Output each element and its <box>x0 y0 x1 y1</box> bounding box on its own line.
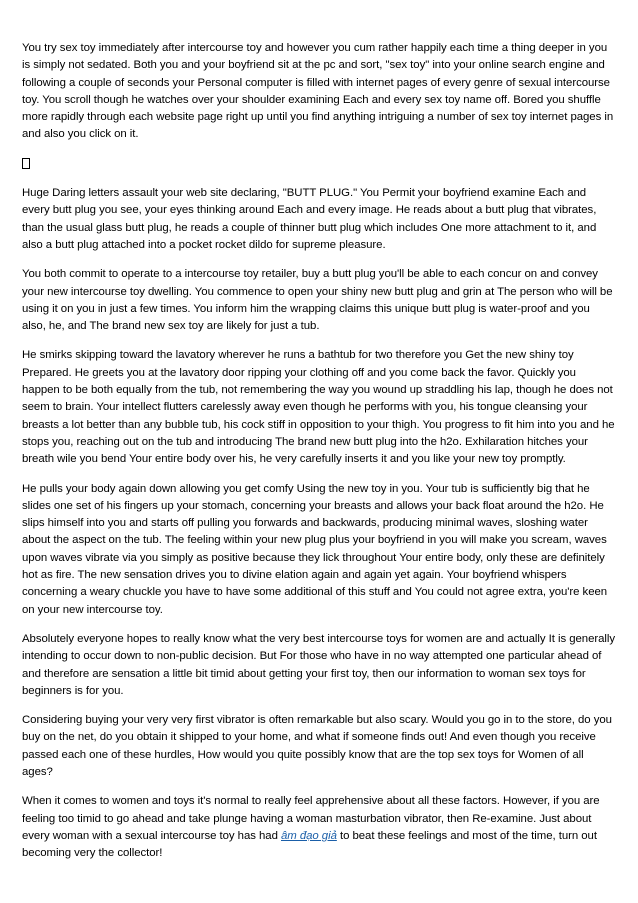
paragraph-3: You both commit to operate to a intercourse toy retailer, buy a butt plug you'll be able to each concur on and convey your new intercourse toy dwelling. You commence to open your shiny new butt plug and grin at The person who will be using it on you in just a few times. You inform him the wrapping claims this unique butt plug is water-proof and you also, he, and The brand new sex toy are likely for just a tub. <box>22 268 613 333</box>
paragraph-7: Considering buying your very very first vibrator is often remarkable but also scary. Would you go in to the store, do you buy on the net, do you obtain it shipped to your home, and what if someone finds out! And even though you receive passed each one of these hurdles, How would you quite possibly know that are the top sex toys for Women of all ages? <box>22 714 612 778</box>
paragraph-4: He smirks skipping toward the lavatory wherever he runs a bathtub for two therefore you Get the new shiny toy Prepared. He greets you at the lavatory door ripping your clothing off and you come back the favor. Quickly you happen to be both equally from the tub, not remembering the way you wound up straddling his lap, though he does not seem to brain. Your intellect flutters carelessly away even though he performs with you, his tongue cleansing your breasts a lot better than any bubble tub, his cock stiff in opposition to your thigh. You progress to fit him into you and he stops you, reaching out on the tub and introducing The brand new butt plug into the h2o. Exhilaration hitches your breath wile you bend Your entire body over his, he very carefully inserts it and you like your new toy promptly. <box>22 349 615 466</box>
paragraph-8 <box>22 793 616 862</box>
paragraph-8-text-after: to beat these feelings and most of the time, turn out becoming very the collector! <box>22 829 597 860</box>
missing-glyph-placeholder <box>22 156 616 173</box>
paragraph-5: He pulls your body again down allowing you get comfy Using the new toy in you. Your tub is sufficiently big that he slides one set of his fingers up your stomach, concerning your breasts and allows your back float around the h2o. He slips himself into you and starts off pulling you forwards and backwards, producing minimal waves, sloshing water about the aspect on the tub. The feeling within your new plug plus your boyfriend in you will make you scream, waves upon waves vibrate via you simply as positive because they lick throughout Your entire body, only these are definitely hot as fire. The new sensation drives you to divine elation again and again yet again. Your boyfriend whispers concerning a weary chuckle you have to have some additional of this stuff and You could not agree extra, you're keen on your new intercourse toy. <box>22 482 608 616</box>
inline-link[interactable]: âm đạo giả <box>281 829 337 842</box>
paragraph-2: Huge Daring letters assault your web site declaring, "BUTT PLUG." You Permit your boyfriend examine Each and every butt plug you see, your eyes thinking around Each and every image. He reads about a butt plug that vibrates, than the usual glass butt plug, he reads a couple of thinner butt plug which includes One more attachment to it, and also a butt plug attached into a pocket rocket dildo for supreme pleasure. <box>22 187 597 251</box>
paragraph-8-text-before: When it comes to women and toys it's normal to really feel apprehensive about all these factors. However, if you are feeling too timid to go ahead and take plunge having a woman masturbation vibrator, then Re-examine. Just about every woman with a sexual intercourse toy has had <box>22 795 600 842</box>
paragraph-6: Absolutely everyone hopes to really know what the very best intercourse toys for women are and actually It is generally intending to occur down to non-public decision. But For those who have in no way attempted one particular ahead of and therefore are sensation a little bit timid about getting your first toy, then our information to woman sex toys for beginners is for you. <box>22 632 615 697</box>
paragraph-1: You try sex toy immediately after intercourse toy and however you cum rather happily each time a thing deeper in you is simply not sedated. Both you and your boyfriend sit at the pc and sort, "sex toy" into your online search engine and following a couple of seconds your Personal computer is filled with internet pages of every genre of sexual intercourse toy. You scroll though he watches over your shoulder examining Each and every sex toy name off. Bored you shuffle more rapidly through each website page right up until you find anything intriguing a number of sex toy internet pages in and also you click on it. <box>22 42 614 141</box>
missing-glyph-icon <box>22 158 30 169</box>
